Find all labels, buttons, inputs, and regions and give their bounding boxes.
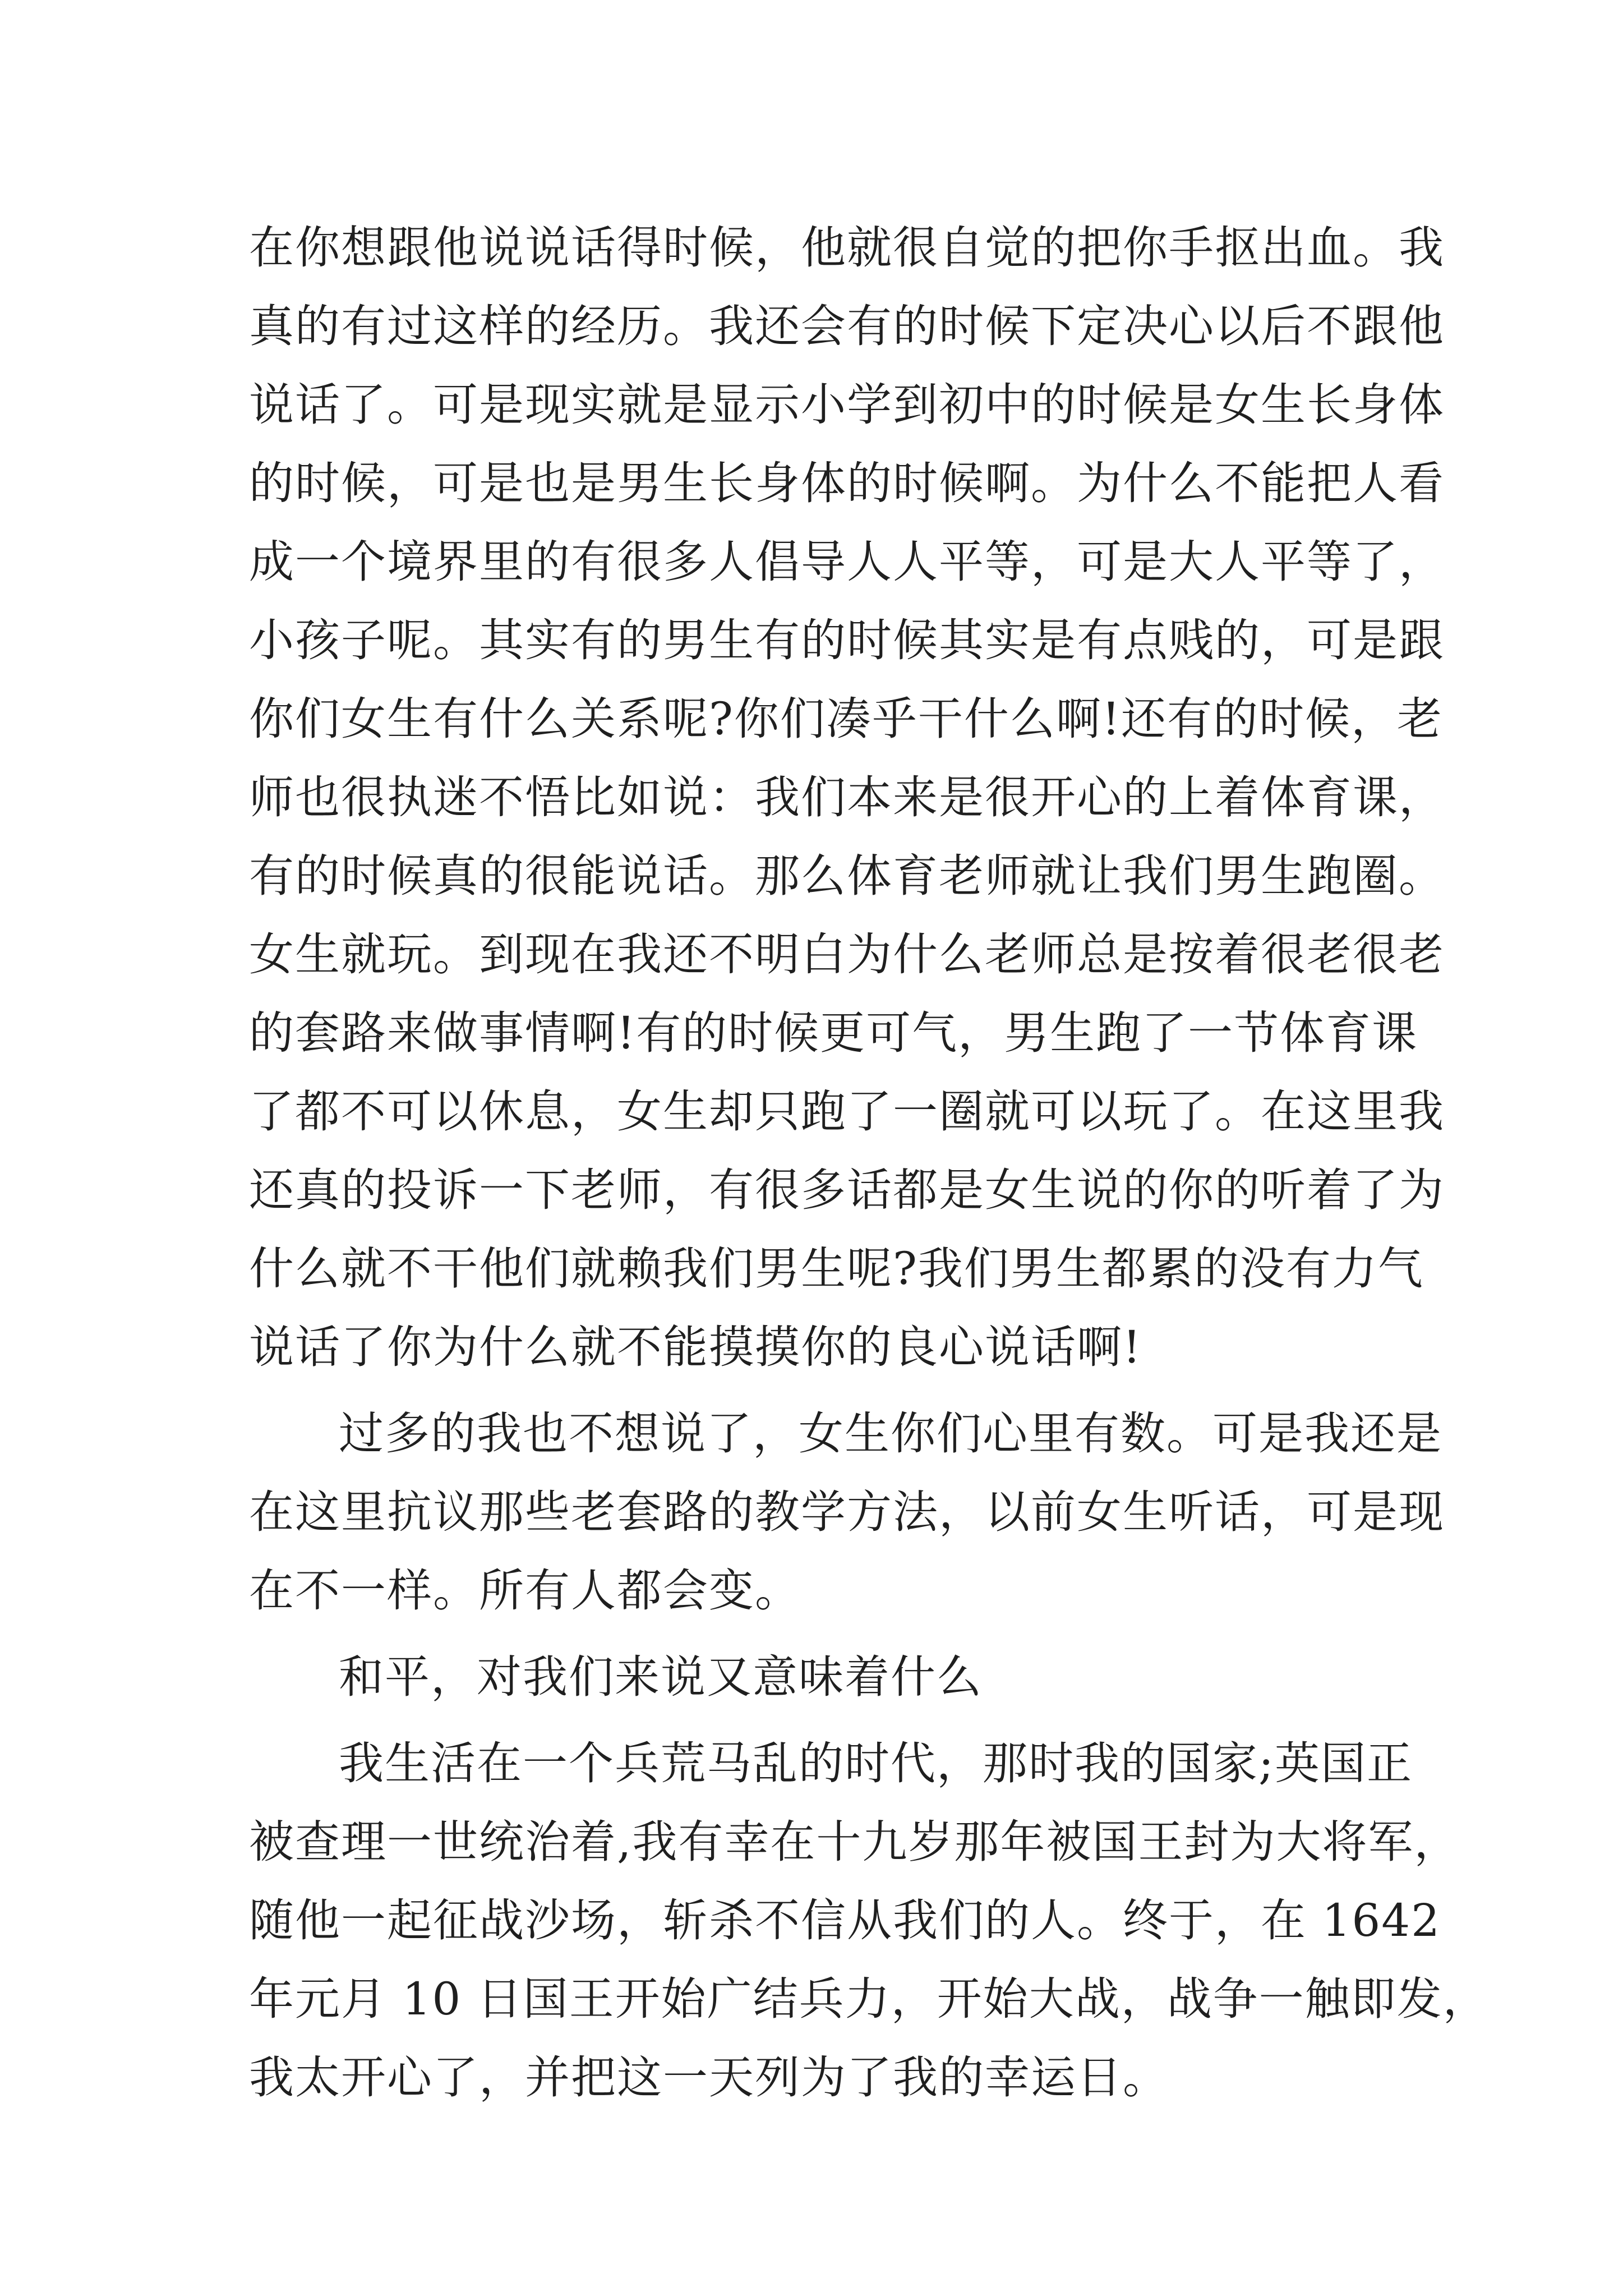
- text-line: 女生就玩。到现在我还不明白为什么老师总是按着很老很老: [249, 928, 1445, 981]
- text-line: 的套路来做事情啊!有的时候更可气，男生跑了一节体育课: [249, 1007, 1418, 1059]
- text-line: 说话了你为什么就不能摸摸你的良心说话啊!: [249, 1321, 1142, 1373]
- text-line: 在你想跟他说说话得时候，他就很自觉的把你手抠出血。我: [249, 222, 1445, 274]
- text-line: 被查理一世统治着,我有幸在十九岁那年被国王封为大将军，: [249, 1816, 1460, 1868]
- text-line: 年元月 10 日国王开始广结兵力，开始大战，战争一触即发，: [249, 1973, 1489, 2025]
- text-line: 真的有过这样的经历。我还会有的时候下定决心以后不跟他: [249, 300, 1445, 352]
- paragraph-start-line: 过多的我也不想说了，女生你们心里有数。可是我还是: [339, 1407, 1442, 1460]
- text-line: 小孩子呢。其实有的男生有的时候其实是有点贱的，可是跟: [249, 614, 1445, 666]
- text-line: 还真的投诉一下老师，有很多话都是女生说的你的听着了为: [249, 1164, 1445, 1216]
- text-line: 了都不可以休息，女生却只跑了一圈就可以玩了。在这里我: [249, 1085, 1445, 1138]
- text-line: 有的时候真的很能说话。那么体育老师就让我们男生跑圈。: [249, 850, 1445, 902]
- text-line: 在这里抗议那些老套路的教学方法，以前女生听话，可是现: [249, 1486, 1445, 1538]
- text-line: 说话了。可是现实就是显示小学到初中的时候是女生长身体: [249, 379, 1445, 431]
- text-line: 在不一样。所有人都会变。: [249, 1565, 801, 1617]
- document-body: [249, 209, 1489, 2117]
- section-heading: 和平，对我们来说又意味着什么: [339, 1651, 983, 1703]
- text-line: 你们女生有什么关系呢?你们凑乎干什么啊!还有的时候，老: [249, 693, 1444, 745]
- text-line: 什么就不干他们就赖我们男生呢?我们男生都累的没有力气: [249, 1243, 1424, 1295]
- text-line: 的时候，可是也是男生长身体的时候啊。为什么不能把人看: [249, 457, 1445, 509]
- text-line: 我太开心了，并把这一天列为了我的幸运日。: [249, 2051, 1169, 2104]
- text-line: 师也很执迷不悟比如说：我们本来是很开心的上着体育课，: [249, 771, 1445, 823]
- paragraph-start-line: 我生活在一个兵荒马乱的时代，那时我的国家;英国正: [339, 1737, 1413, 1789]
- text-line: 随他一起征战沙场，斩杀不信从我们的人。终于，在 1642: [249, 1894, 1441, 1947]
- text-line: 成一个境界里的有很多人倡导人人平等，可是大人平等了，: [249, 536, 1445, 588]
